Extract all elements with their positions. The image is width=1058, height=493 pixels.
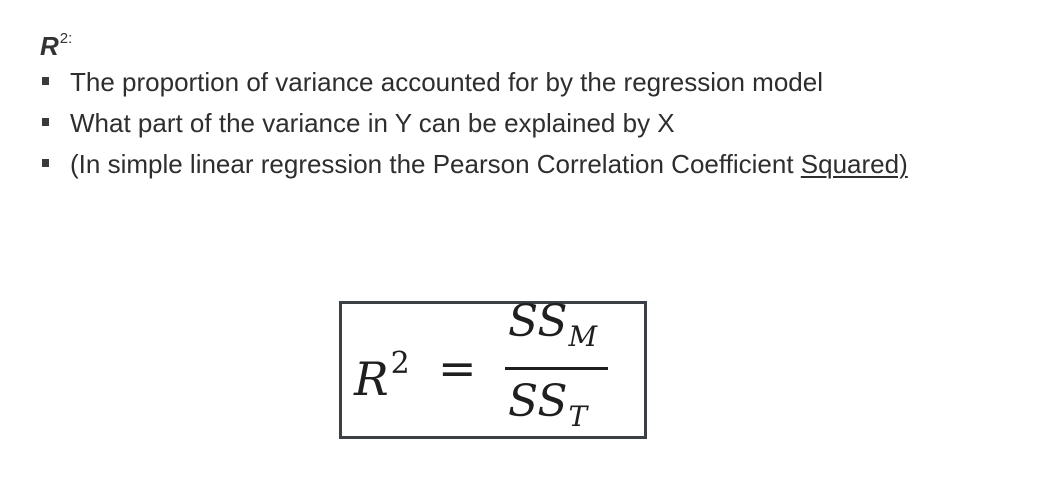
list-item [40, 62, 908, 103]
heading-base: R [40, 31, 59, 61]
list-item [40, 144, 908, 185]
lhs-exponent: 2 [390, 346, 410, 381]
bullet-text: The proportion of variance accounted for by the regression model [70, 67, 823, 97]
denominator-subscript: T [568, 400, 588, 433]
lhs-base: R [354, 352, 389, 406]
section-heading [40, 22, 72, 63]
bullet-text: (In simple linear regression the Pearson Correlation Coefficient [70, 149, 801, 179]
fraction-bar [505, 367, 608, 370]
square-bullet-icon [42, 118, 49, 126]
fraction-denominator [508, 376, 587, 443]
bullet-list [40, 62, 908, 185]
equals-sign: = [438, 341, 477, 395]
heading-superscript: 2: [59, 30, 73, 47]
formula-lhs [354, 336, 410, 407]
underlined-link-text: Squared) [800, 149, 908, 179]
square-bullet-icon [42, 159, 49, 167]
bullet-text: What part of the variance in Y can be explained by X [70, 108, 675, 138]
list-item [40, 103, 908, 144]
fraction-numerator [508, 296, 597, 363]
square-bullet-icon [42, 77, 49, 85]
formula-box [339, 296, 647, 439]
denominator-base: SS [508, 376, 568, 427]
numerator-subscript: M [568, 320, 598, 353]
numerator-base: SS [508, 296, 568, 347]
